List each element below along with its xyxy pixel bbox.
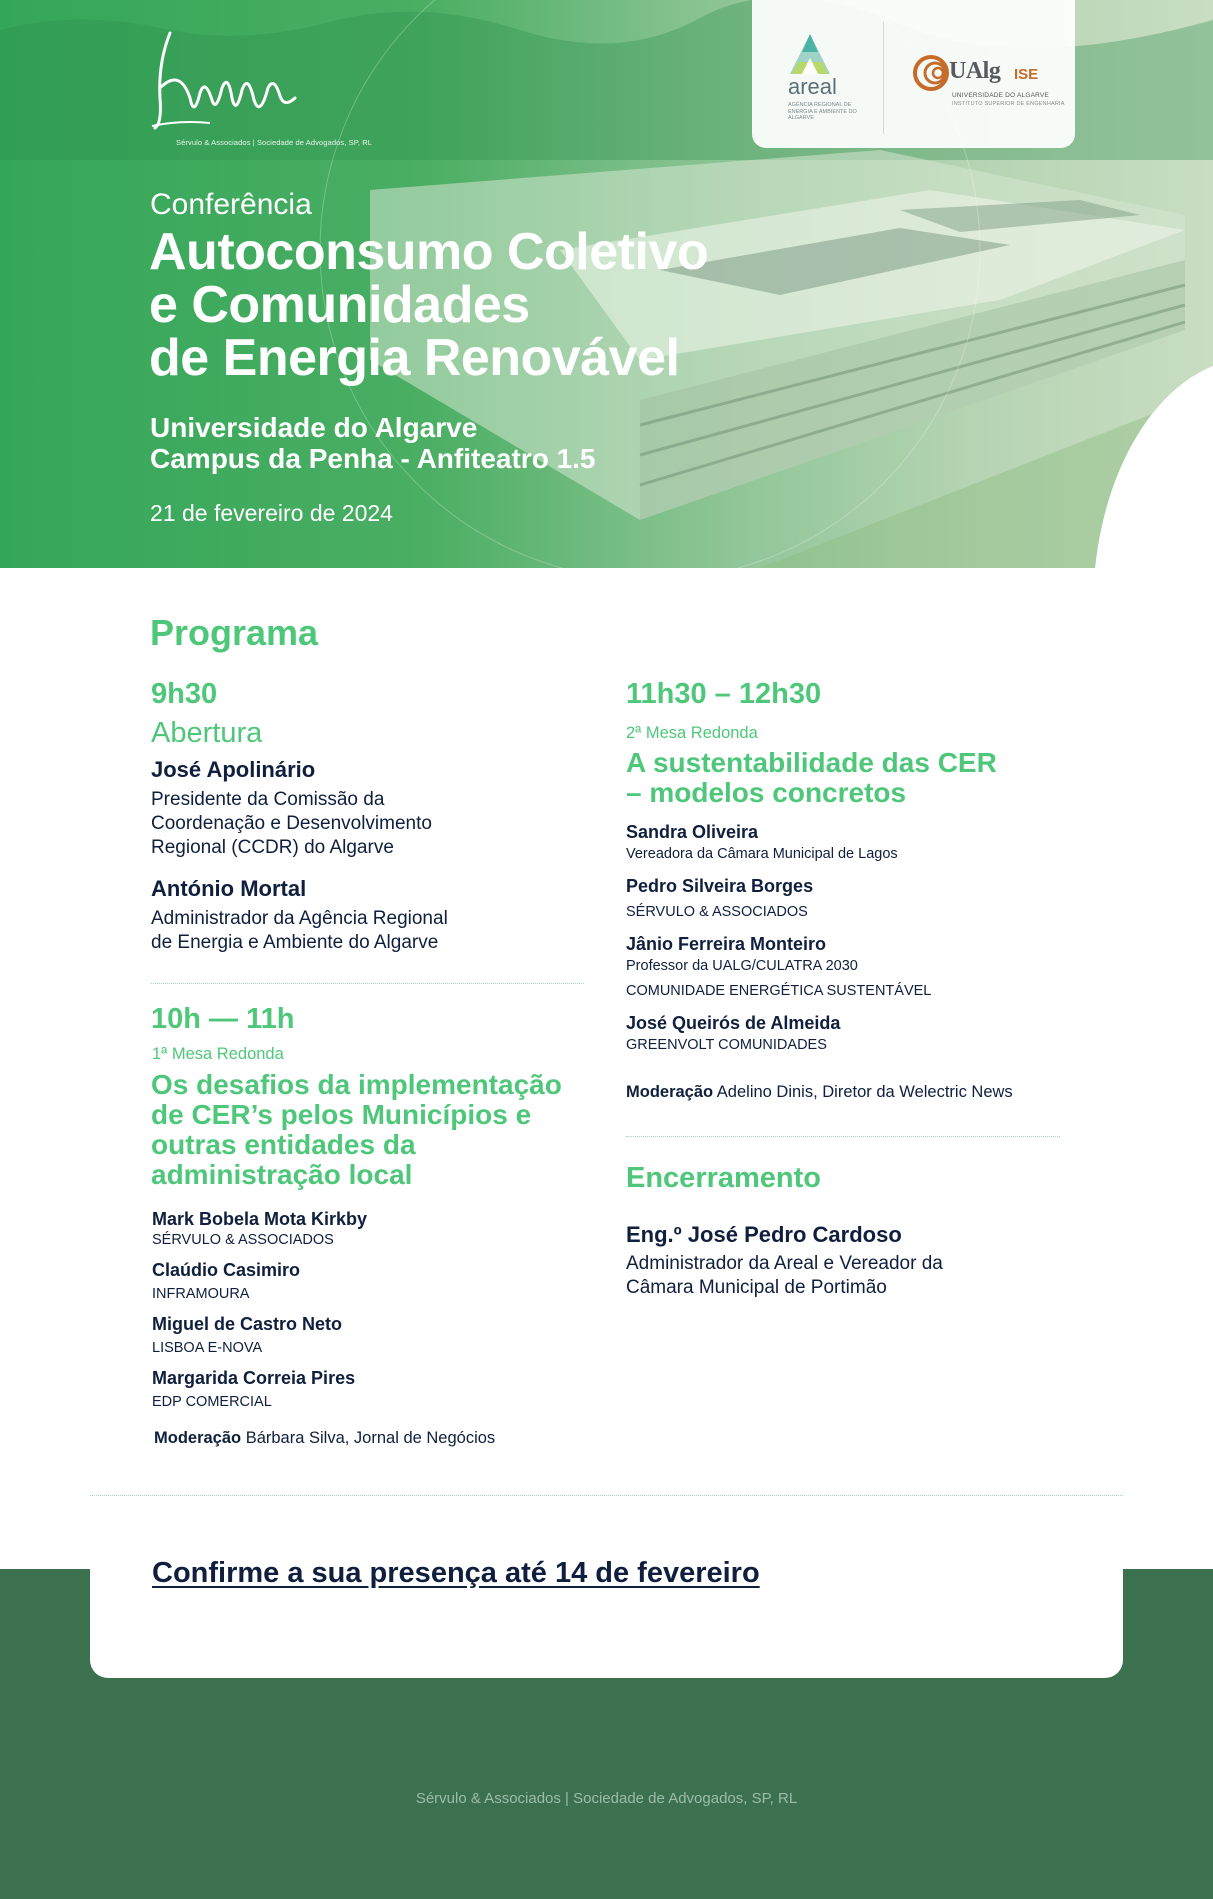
speaker-role — [151, 907, 448, 955]
event-title-line: e Comunidades — [149, 276, 530, 334]
areal-tagline: AGÊNCIA REGIONAL DE ENERGIA E AMBIENTE DO ALGARVE — [788, 102, 857, 121]
speaker-name: Mark Bobela Mota Kirkby — [152, 1209, 368, 1229]
moderation-text: Adelino Dinis, Diretor da Welectric News — [716, 1083, 1013, 1101]
event-venue — [150, 412, 596, 474]
role-line: de Energia e Ambiente do Algarve — [151, 932, 439, 953]
partner-logos-card — [752, 0, 1075, 148]
signature-caption: Sérvulo & Associados | Sociedade de Advogados, SP, RL — [176, 138, 372, 147]
speaker-name: Jânio Ferreira Monteiro — [626, 934, 827, 954]
panel2-title — [626, 748, 997, 808]
role-line: Regional (CCDR) do Algarve — [151, 837, 394, 858]
speaker-org: Vereadora da Câmara Municipal de Lagos — [626, 846, 898, 862]
panel-title-line: administração local — [151, 1159, 413, 1190]
panel1-moderation — [154, 1429, 495, 1448]
speaker-name: Pedro Silveira Borges — [626, 876, 814, 896]
ise-logo-text: ISE — [1014, 66, 1039, 83]
role-line: Presidente da Comissão da — [151, 789, 385, 810]
moderation-label: Moderação — [626, 1083, 714, 1101]
ualg-subtitle: UNIVERSIDADE DO ALGARVE — [952, 92, 1049, 99]
panel-title-line: Os desafios da implementação — [151, 1069, 562, 1100]
event-title-line: Autoconsumo Coletivo — [149, 223, 709, 281]
panel2-moderation — [626, 1083, 1013, 1102]
moderation-label: Moderação — [154, 1429, 242, 1447]
role-line: Administrador da Agência Regional — [151, 908, 448, 929]
panel1-kicker: 1ª Mesa Redonda — [152, 1045, 284, 1063]
ualg-logo-text: UAlg — [949, 58, 1001, 84]
closing-label: Encerramento — [626, 1162, 822, 1194]
speaker-name: Miguel de Castro Neto — [152, 1314, 343, 1334]
servulo-signature-logo — [150, 28, 300, 133]
speaker-org: SÉRVULO & ASSOCIADOS — [152, 1232, 334, 1248]
speaker-name: José Apolinário — [151, 757, 316, 782]
section-divider — [151, 983, 584, 984]
areal-logo-icon — [788, 32, 832, 76]
panel2-time: 11h30 – 12h30 — [626, 678, 822, 710]
venue-line: Campus da Penha - Anfiteatro 1.5 — [150, 443, 596, 474]
speaker-org: Professor da UALG/CULATRA 2030 — [626, 958, 858, 974]
ualg-logo-icon — [912, 54, 950, 92]
speaker-org: SÉRVULO & ASSOCIADOS — [626, 904, 808, 920]
speaker-name: Sandra Oliveira — [626, 822, 759, 842]
role-line: Administrador da Areal e Vereador da — [626, 1253, 943, 1274]
role-line: Câmara Municipal de Portimão — [626, 1277, 887, 1298]
rsvp-link[interactable]: Confirme a sua presença até 14 de fevereiro — [152, 1557, 760, 1589]
panel1-time: 10h — 11h — [151, 1003, 295, 1035]
speaker-name: Margarida Correia Pires — [152, 1368, 356, 1388]
speaker-org: GREENVOLT COMUNIDADES — [626, 1037, 827, 1053]
speaker-name: António Mortal — [151, 876, 307, 901]
closing-speaker-role — [626, 1252, 943, 1300]
speaker-name: José Queirós de Almeida — [626, 1013, 841, 1033]
speaker-org: INFRAMOURA — [152, 1286, 250, 1302]
opening-label: Abertura — [151, 717, 263, 749]
moderation-text: Bárbara Silva, Jornal de Negócios — [245, 1429, 496, 1447]
opening-time: 9h30 — [151, 678, 218, 710]
speaker-name: Claúdio Casimiro — [152, 1260, 301, 1280]
venue-line: Universidade do Algarve — [150, 412, 478, 443]
panel-title-line: – modelos concretos — [626, 777, 907, 808]
panel2-kicker: 2ª Mesa Redonda — [626, 724, 758, 742]
logo-divider — [883, 22, 884, 134]
panel-title-line: de CER’s pelos Municípios e — [151, 1099, 532, 1130]
event-type: Conferência — [150, 188, 312, 221]
speaker-org: LISBOA E-NOVA — [152, 1340, 263, 1356]
section-divider — [626, 1136, 1060, 1137]
speaker-org: COMUNIDADE ENERGÉTICA SUSTENTÁVEL — [626, 983, 932, 999]
areal-logo-text: areal — [788, 74, 837, 99]
ise-subtitle: INSTITUTO SUPERIOR DE ENGENHARIA — [952, 101, 1065, 107]
event-date: 21 de fevereiro de 2024 — [150, 500, 393, 526]
program-heading: Programa — [150, 612, 319, 653]
panel-title-line: outras entidades da — [151, 1129, 416, 1160]
closing-speaker-name: Eng.º José Pedro Cardoso — [626, 1222, 902, 1247]
role-line: Coordenação e Desenvolvimento — [151, 813, 432, 834]
panel-title-line: A sustentabilidade das CER — [626, 747, 997, 778]
event-title-line: de Energia Renovável — [149, 329, 680, 387]
hero-banner — [0, 0, 1213, 568]
speaker-org: EDP COMERCIAL — [152, 1394, 272, 1410]
speaker-role — [151, 788, 432, 860]
panel1-title — [151, 1070, 562, 1190]
event-title — [149, 223, 789, 387]
footer-company-text: Sérvulo & Associados | Sociedade de Advogados, SP, RL — [415, 1790, 798, 1807]
